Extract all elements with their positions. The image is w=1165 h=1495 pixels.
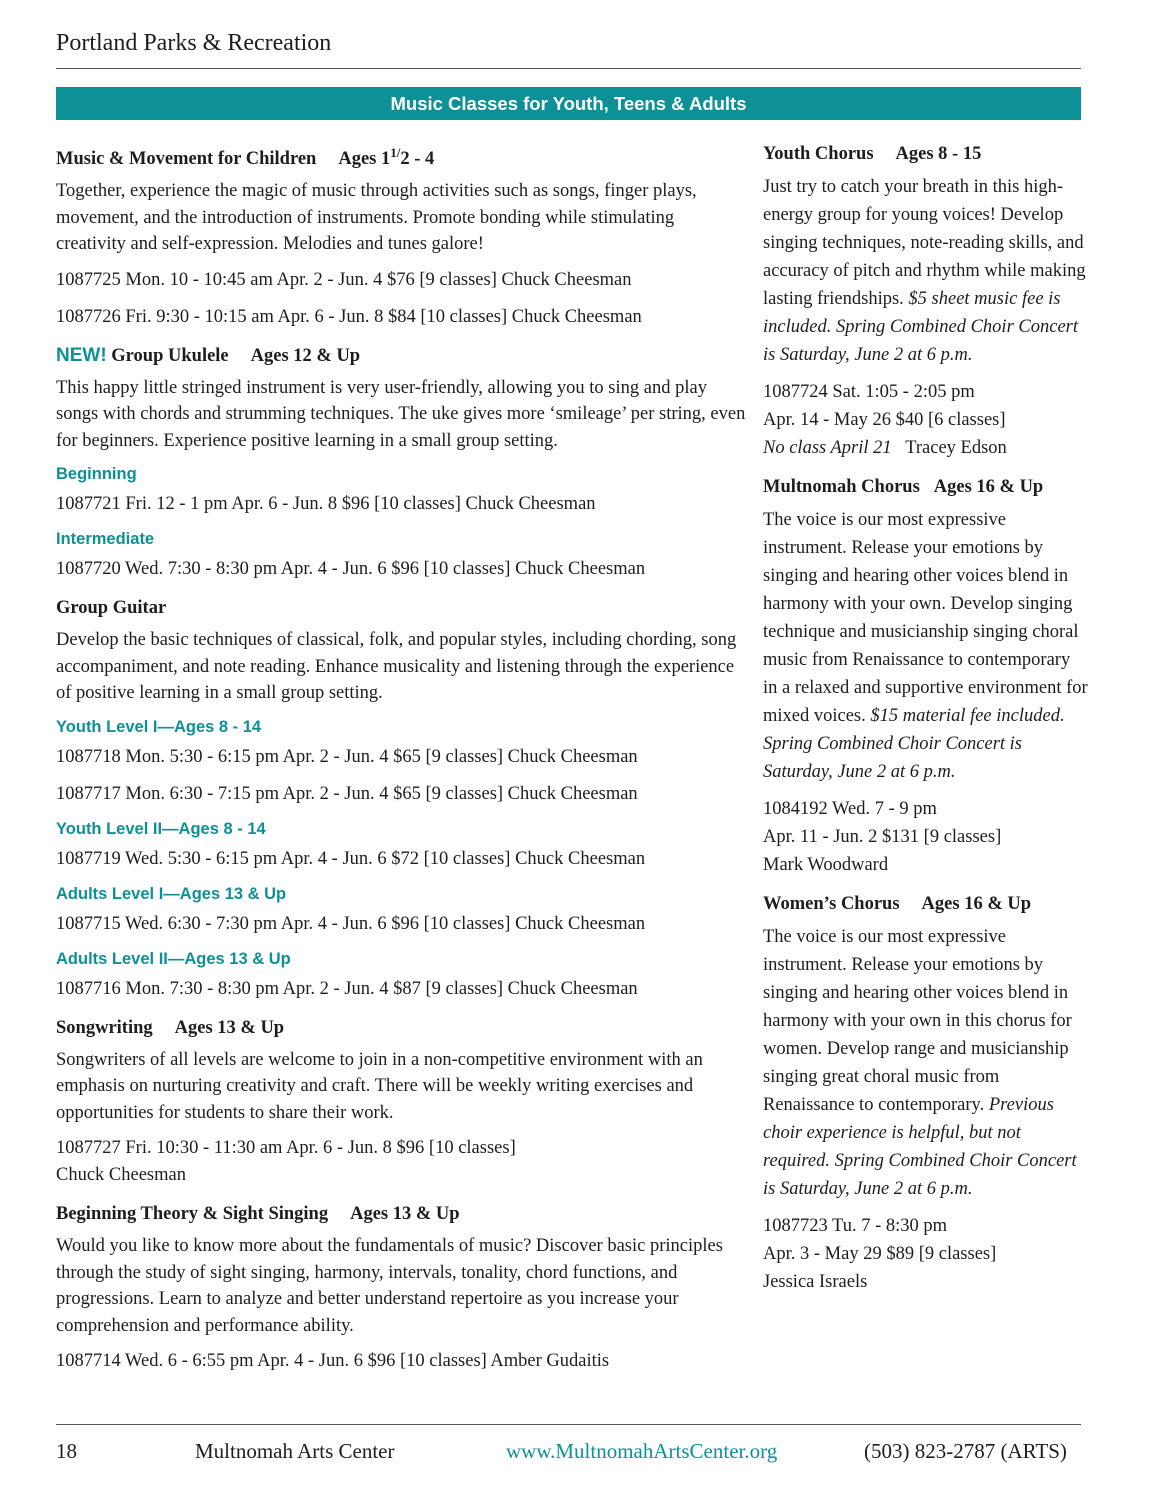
class-title xyxy=(763,142,1088,166)
class-title xyxy=(56,596,746,620)
class-listing: 1087718 Mon. 5:30 - 6:15 pm Apr. 2 - Jun. 4 $65 [9 classes] Chuck Cheesman xyxy=(56,746,638,767)
class-name: Youth Chorus xyxy=(763,144,874,164)
music-movement-section xyxy=(56,141,746,331)
class-listing: 1087714 Wed. 6 - 6:55 pm Apr. 4 - Jun. 6 $96 [10 classes] Amber Gudaitis xyxy=(56,1351,610,1371)
level-heading: Adults Level I—Ages 13 & Up xyxy=(56,884,287,903)
class-description: This happy little stringed instrument is very user-friendly, allowing you to sing and play songs with chords and strumming techniques. The uke gives more ‘smileage’ per string, even for beginners. Experience positive learning in a small group setting. xyxy=(56,377,746,451)
description-text: Just try to catch your breath in this high-energy group for young voices! Develop singing techniques, note-reading skills, and accuracy of pitch and rhythm while making lasting friendships. xyxy=(763,177,1086,309)
footer-phone: (503) 823-2787 (ARTS) xyxy=(864,1439,1067,1463)
guitar-section xyxy=(56,596,746,1003)
instructor: Chuck Cheesman xyxy=(56,1165,186,1185)
level-heading: Beginning xyxy=(56,465,137,483)
class-schedule: 1084192 Wed. 7 - 9 pm xyxy=(763,799,937,819)
class-name: Beginning Theory & Sight Singing xyxy=(56,1204,329,1224)
new-badge: NEW! xyxy=(56,344,107,366)
class-title xyxy=(56,1016,746,1040)
age-range: Ages 12 & Up xyxy=(250,345,361,366)
fee-note: $5 sheet music fee is included. Spring Combined Choir Concert is Saturday, June 2 at 6 p.m. xyxy=(763,289,1078,365)
page-number: 18 xyxy=(56,1439,77,1463)
level-heading: Intermediate xyxy=(56,530,155,548)
class-name: Multnomah Chorus xyxy=(763,477,920,497)
class-schedule: 1087723 Tu. 7 - 8:30 pm xyxy=(763,1216,948,1236)
class-description: Would you like to know more about the fundamentals of music? Discover basic principles through the study of sight singing, harmony, intervals, tonality, chord functions, and progressions. Learn to analyze and better understand repertoire as you increase your comprehension and performance ability. xyxy=(56,1236,723,1336)
class-listing: 1087716 Mon. 7:30 - 8:30 pm Apr. 2 - Jun. 4 $87 [9 classes] Chuck Cheesman xyxy=(56,978,638,999)
class-schedule: 1087724 Sat. 1:05 - 2:05 pm xyxy=(763,382,975,402)
class-listing: 1087715 Wed. 6:30 - 7:30 pm Apr. 4 - Jun. 6 $96 [10 classes] Chuck Cheesman xyxy=(56,913,646,934)
class-listing: 1087726 Fri. 9:30 - 10:15 am Apr. 6 - Jun. 8 $84 [10 classes] Chuck Cheesman xyxy=(56,306,642,327)
class-title xyxy=(763,892,1088,916)
class-description xyxy=(763,173,1088,369)
level-heading: Adults Level II—Ages 13 & Up xyxy=(56,949,291,968)
description-text: The voice is our most expressive instrument. Release your emotions by singing and hearing other voices blend in harmony with your own in this chorus for women. Develop range and musicianship singing great choral music from Renaissance to contemporary. xyxy=(763,927,1072,1115)
age-prefix: Ages 1 xyxy=(338,149,391,169)
prerequisite-note: Previous choir experience is helpful, but not required. Spring Combined Choir Concert is Saturday, June 2 at 6 p.m. xyxy=(763,1095,1077,1199)
class-title xyxy=(56,1202,746,1226)
class-listing: 1087719 Wed. 5:30 - 6:15 pm Apr. 4 - Jun. 6 $72 [10 classes] Chuck Cheesman xyxy=(56,848,646,869)
class-name: Songwriting xyxy=(56,1017,153,1038)
ukulele-section xyxy=(56,344,746,584)
age-range: Ages 16 & Up xyxy=(933,477,1044,497)
age-range: Ages 16 & Up xyxy=(921,894,1032,914)
class-description xyxy=(763,923,1088,1203)
class-dates: Apr. 11 - Jun. 2 $131 [9 classes] xyxy=(763,827,1002,847)
class-name: Group Guitar xyxy=(56,598,167,618)
class-listing xyxy=(763,795,1088,879)
footer-url[interactable]: www.MultnomahArtsCenter.org xyxy=(506,1439,778,1463)
womens-chorus-section xyxy=(763,892,1088,1296)
class-name: Women’s Chorus xyxy=(763,894,900,914)
age-suffix: 2 - 4 xyxy=(400,149,435,169)
footer-rule xyxy=(56,1424,1081,1425)
instructor: Jessica Israels xyxy=(763,1272,868,1292)
level-heading: Youth Level II—Ages 8 - 14 xyxy=(56,819,266,838)
age-range: Ages 8 - 15 xyxy=(895,144,982,164)
no-class-note: No class April 21 xyxy=(763,438,892,458)
multnomah-chorus-section xyxy=(763,475,1088,879)
class-note-line xyxy=(763,434,1088,462)
age-range xyxy=(338,145,435,169)
instructor: Mark Woodward xyxy=(763,855,889,875)
class-name: Group Ukulele xyxy=(111,345,229,366)
theory-section xyxy=(56,1202,746,1375)
youth-chorus-section xyxy=(763,142,1088,462)
instructor: Tracey Edson xyxy=(905,438,1007,458)
class-listing: 1087721 Fri. 12 - 1 pm Apr. 6 - Jun. 8 $96 [10 classes] Chuck Cheesman xyxy=(56,494,596,514)
description-text: The voice is our most expressive instrument. Release your emotions by singing and hearing other voices blend in harmony with your own. Develop singing technique and musicianship singing choral music from Renaissance to contemporary in a relaxed and supportive environment for mixed voices. xyxy=(763,510,1088,726)
age-range: Ages 13 & Up xyxy=(174,1017,285,1038)
class-title xyxy=(56,344,746,368)
class-dates: Apr. 14 - May 26 $40 [6 classes] xyxy=(763,410,1006,430)
class-listing: 1087717 Mon. 6:30 - 7:15 pm Apr. 2 - Jun. 4 $65 [9 classes] Chuck Cheesman xyxy=(56,783,638,804)
class-description: Songwriters of all levels are welcome to join in a non-competitive environment with an emphasis on nurturing creativity and craft. There will be weekly writing exercises and opportunities for students to share their work. xyxy=(56,1049,703,1123)
left-column xyxy=(56,141,746,1388)
class-listing xyxy=(763,1212,1088,1296)
page-header: Portland Parks & Recreation xyxy=(56,30,332,56)
class-description: Develop the basic techniques of classical, folk, and popular styles, including chording, song accompaniment, and note reading. Enhance musicality and listening through the experience of positive learning in a small group setting. xyxy=(56,630,737,703)
class-dates: Apr. 3 - May 29 $89 [9 classes] xyxy=(763,1244,997,1264)
section-banner: Music Classes for Youth, Teens & Adults xyxy=(56,87,1081,120)
songwriting-section xyxy=(56,1016,746,1190)
class-listing: 1087720 Wed. 7:30 - 8:30 pm Apr. 4 - Jun. 6 $96 [10 classes] Chuck Cheesman xyxy=(56,559,646,579)
fee-note: $15 material fee included. Spring Combined Choir Concert is Saturday, June 2 at 6 p.m. xyxy=(763,706,1065,782)
footer-center-name: Multnomah Arts Center xyxy=(195,1439,395,1463)
class-title xyxy=(56,141,746,171)
class-listing xyxy=(763,378,1088,462)
class-description xyxy=(763,506,1088,786)
class-listing: 1087725 Mon. 10 - 10:45 am Apr. 2 - Jun. 4 $76 [9 classes] Chuck Cheesman xyxy=(56,269,632,290)
class-description: Together, experience the magic of music through activities such as songs, finger plays, movement, and the introduction of instruments. Promote bonding while stimulating creativity and self-expression. Melodies and tunes galore! xyxy=(56,181,697,254)
class-title xyxy=(763,475,1088,499)
age-range: Ages 13 & Up xyxy=(350,1204,460,1224)
age-fraction: 1/ xyxy=(390,145,401,160)
header-rule xyxy=(56,68,1081,69)
class-name: Music & Movement for Children xyxy=(56,149,317,169)
right-column xyxy=(763,142,1088,1309)
class-listing: 1087727 Fri. 10:30 - 11:30 am Apr. 6 - Jun. 8 $96 [10 classes] xyxy=(56,1138,516,1158)
level-heading: Youth Level I—Ages 8 - 14 xyxy=(56,717,262,736)
